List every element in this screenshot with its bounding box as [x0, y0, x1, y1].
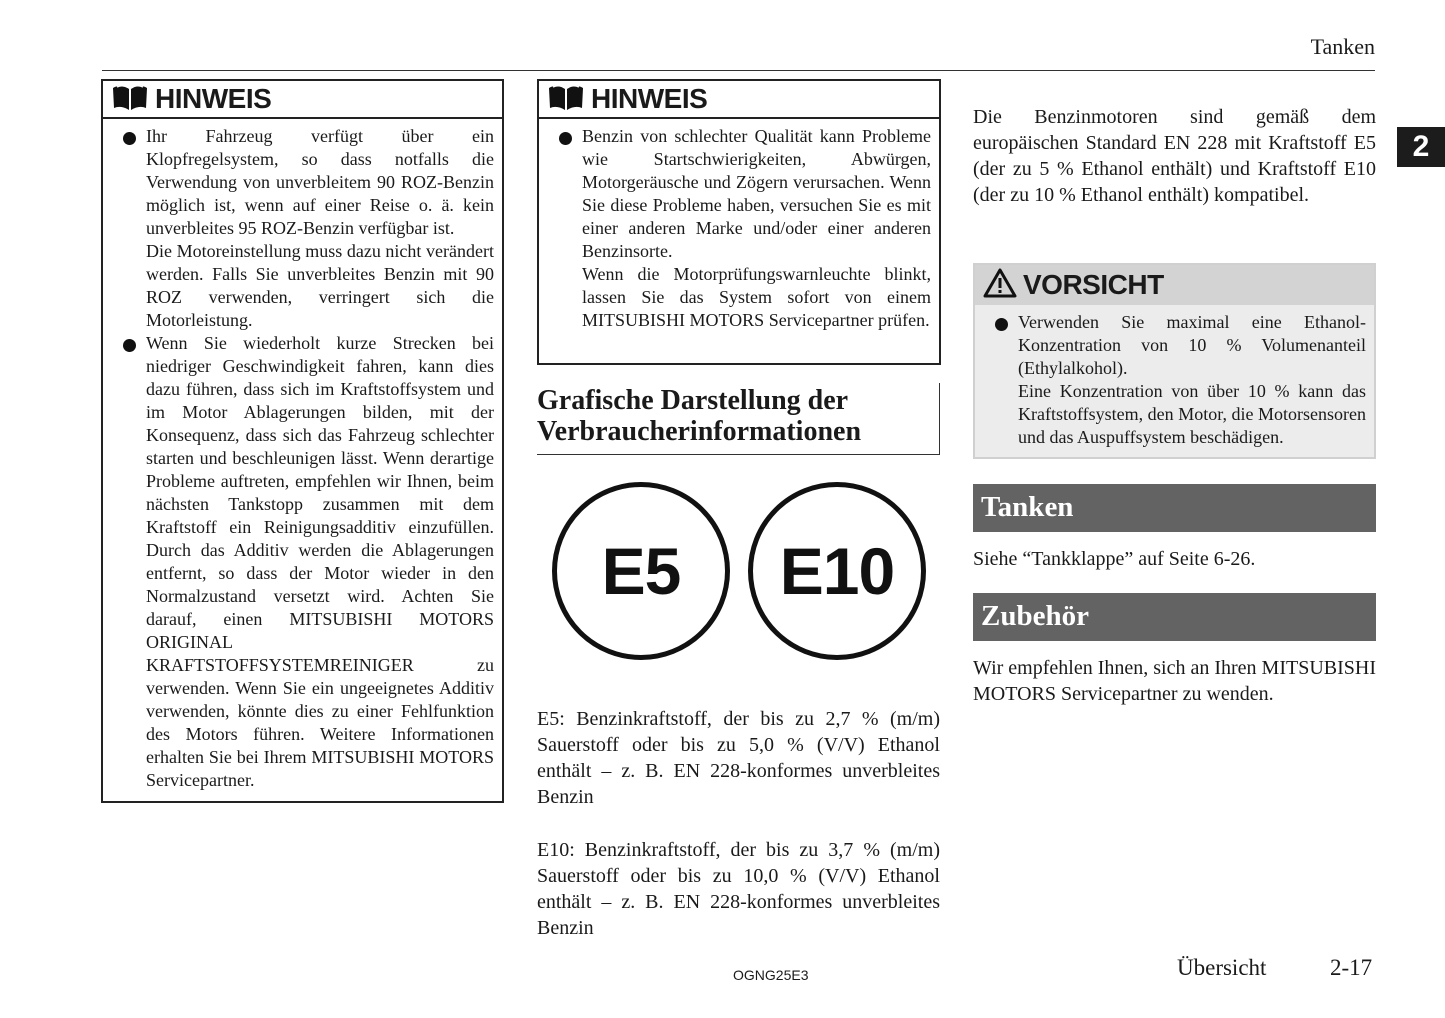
- notice-paragraph: Wenn die Motorprüfungswarnleuchte blinkt, lassen Sie das System sofort von einem MITSUBISHI MOTORS Servicepartner prüfen.: [582, 264, 931, 330]
- open-book-icon: [111, 83, 149, 116]
- e5-description: E5: Benzinkraftstoff, der bis zu 2,7 % (m/m) Sauerstoff oder bis zu 5,0 % (V/V) Ethanol enthält – z. B. EN 228-konformes unverbleites Benzin: [537, 708, 940, 808]
- notice-title: HINWEIS: [591, 83, 708, 114]
- open-book-icon: [547, 83, 585, 116]
- section-text-zubehoer: Wir empfehlen Ihnen, sich an Ihren MITSUBISHI MOTORS Servicepartner zu wenden.: [973, 657, 1376, 705]
- section-text-tanken: Siehe “Tankklappe” auf Seite 6-26.: [973, 548, 1256, 570]
- notice-body: [539, 119, 939, 338]
- warning-triangle-icon: [983, 268, 1017, 303]
- section-heading-zubehoer: Zubehör: [973, 593, 1376, 641]
- e10-description: E10: Benzinkraftstoff, der bis zu 3,7 % (m/m) Sauerstoff oder bis zu 10,0 % (V/V) Ethanol enthält – z. B. EN 228-konformes unverbleites Benzin: [537, 839, 940, 939]
- notice-header: [539, 81, 939, 119]
- bullet-icon: [123, 132, 136, 145]
- caution-box: [973, 263, 1376, 459]
- consumer-info-heading: Grafische Darstellung der Verbraucherinformationen: [537, 383, 940, 455]
- middle-notice-box: [537, 79, 941, 365]
- caution-body: [975, 305, 1374, 457]
- e10-badge: E10: [748, 482, 926, 660]
- caution-header: [975, 265, 1374, 305]
- list-item: [111, 332, 494, 792]
- bullet-icon: [559, 132, 572, 145]
- list-item: [983, 311, 1366, 449]
- page-number: 2-17: [1330, 955, 1373, 980]
- intro-paragraph: Die Benzinmotoren sind gemäß dem europäischen Standard EN 228 mit Kraftstoff E5 (der zu 5 % Ethanol enthält) und Kraftstoff E10 (der zu 10 % Ethanol enthält) kompatibel.: [973, 106, 1376, 206]
- notice-paragraph: Die Motoreinstellung muss dazu nicht verändert werden. Falls Sie unverbleites Benzin mit 90 ROZ verwenden, verringert sich die Motorleistung.: [146, 241, 494, 330]
- list-item: [547, 125, 931, 332]
- section-heading-tanken: Tanken: [973, 484, 1376, 532]
- bullet-icon: [995, 318, 1008, 331]
- list-item: [111, 125, 494, 332]
- notice-paragraph: Wenn Sie wiederholt kurze Strecken bei niedriger Geschwindigkeit fahren, kann dies dazu führen, dass sich im Kraftstoffsystem und im Motor Ablagerungen bilden, mit der Konsequenz, dass sich das Fahrzeug schlechter starten und beschleunigen lässt. Wenn derartige Probleme auftreten, empfehlen wir Ihnen, beim nächsten Tankstopp zusammen mit dem Kraftstoff ein Reinigungsadditiv einzufüllen. Durch das Additiv werden die Ablagerungen entfernt, so dass der Motor wieder in den Normalzustand versetzt wird. Achten Sie darauf, einen MITSUBISHI MOTORS ORIGINAL KRAFTSTOFFSYSTEMREINIGER zu verwenden. Wenn Sie ein ungeeignetes Additiv verwenden, könnte dies zu einer Fehlfunktion des Motors führen. Weitere Informationen erhalten Sie bei Ihrem MITSUBISHI MOTORS Servicepartner.: [146, 333, 494, 790]
- notice-paragraph: Benzin von schlechter Qualität kann Probleme wie Startschwierigkeiten, Abwürgen, Motorgeräusche und Zögern verursachen. Wenn Sie diese Probleme haben, versuchen Sie es mit einer anderen Marke und/oder einer anderen Benzinsorte.: [582, 126, 931, 261]
- document-code: OGNG25E3: [733, 967, 809, 983]
- caution-title: VORSICHT: [1023, 269, 1164, 300]
- running-title: Tanken: [1310, 34, 1375, 59]
- notice-paragraph: Ihr Fahrzeug verfügt über ein Klopfregelsystem, so dass notfalls die Verwendung von unverbleitem 90 ROZ-Benzin möglich ist, wenn auf einer Reise o. ä. kein unverbleites 95 ROZ-Benzin verfügbar ist.: [146, 126, 494, 238]
- e5-badge: E5: [552, 482, 730, 660]
- notice-header: [103, 81, 502, 119]
- caution-paragraph: Verwenden Sie maximal eine Ethanol-Konzentration von 10 % Volumenanteil (Ethylalkohol).: [1018, 312, 1366, 378]
- caution-paragraph: Eine Konzentration von über 10 % kann das Kraftstoffsystem, den Motor, die Motorsensoren und das Auspuffsystem beschädigen.: [1018, 381, 1366, 447]
- notice-body: [103, 119, 502, 798]
- bullet-icon: [123, 339, 136, 352]
- header-rule: [102, 70, 1375, 71]
- footer-section-title: Übersicht: [1177, 955, 1267, 980]
- notice-title: HINWEIS: [155, 83, 272, 114]
- left-notice-box: [101, 79, 504, 803]
- chapter-tab: 2: [1397, 127, 1445, 167]
